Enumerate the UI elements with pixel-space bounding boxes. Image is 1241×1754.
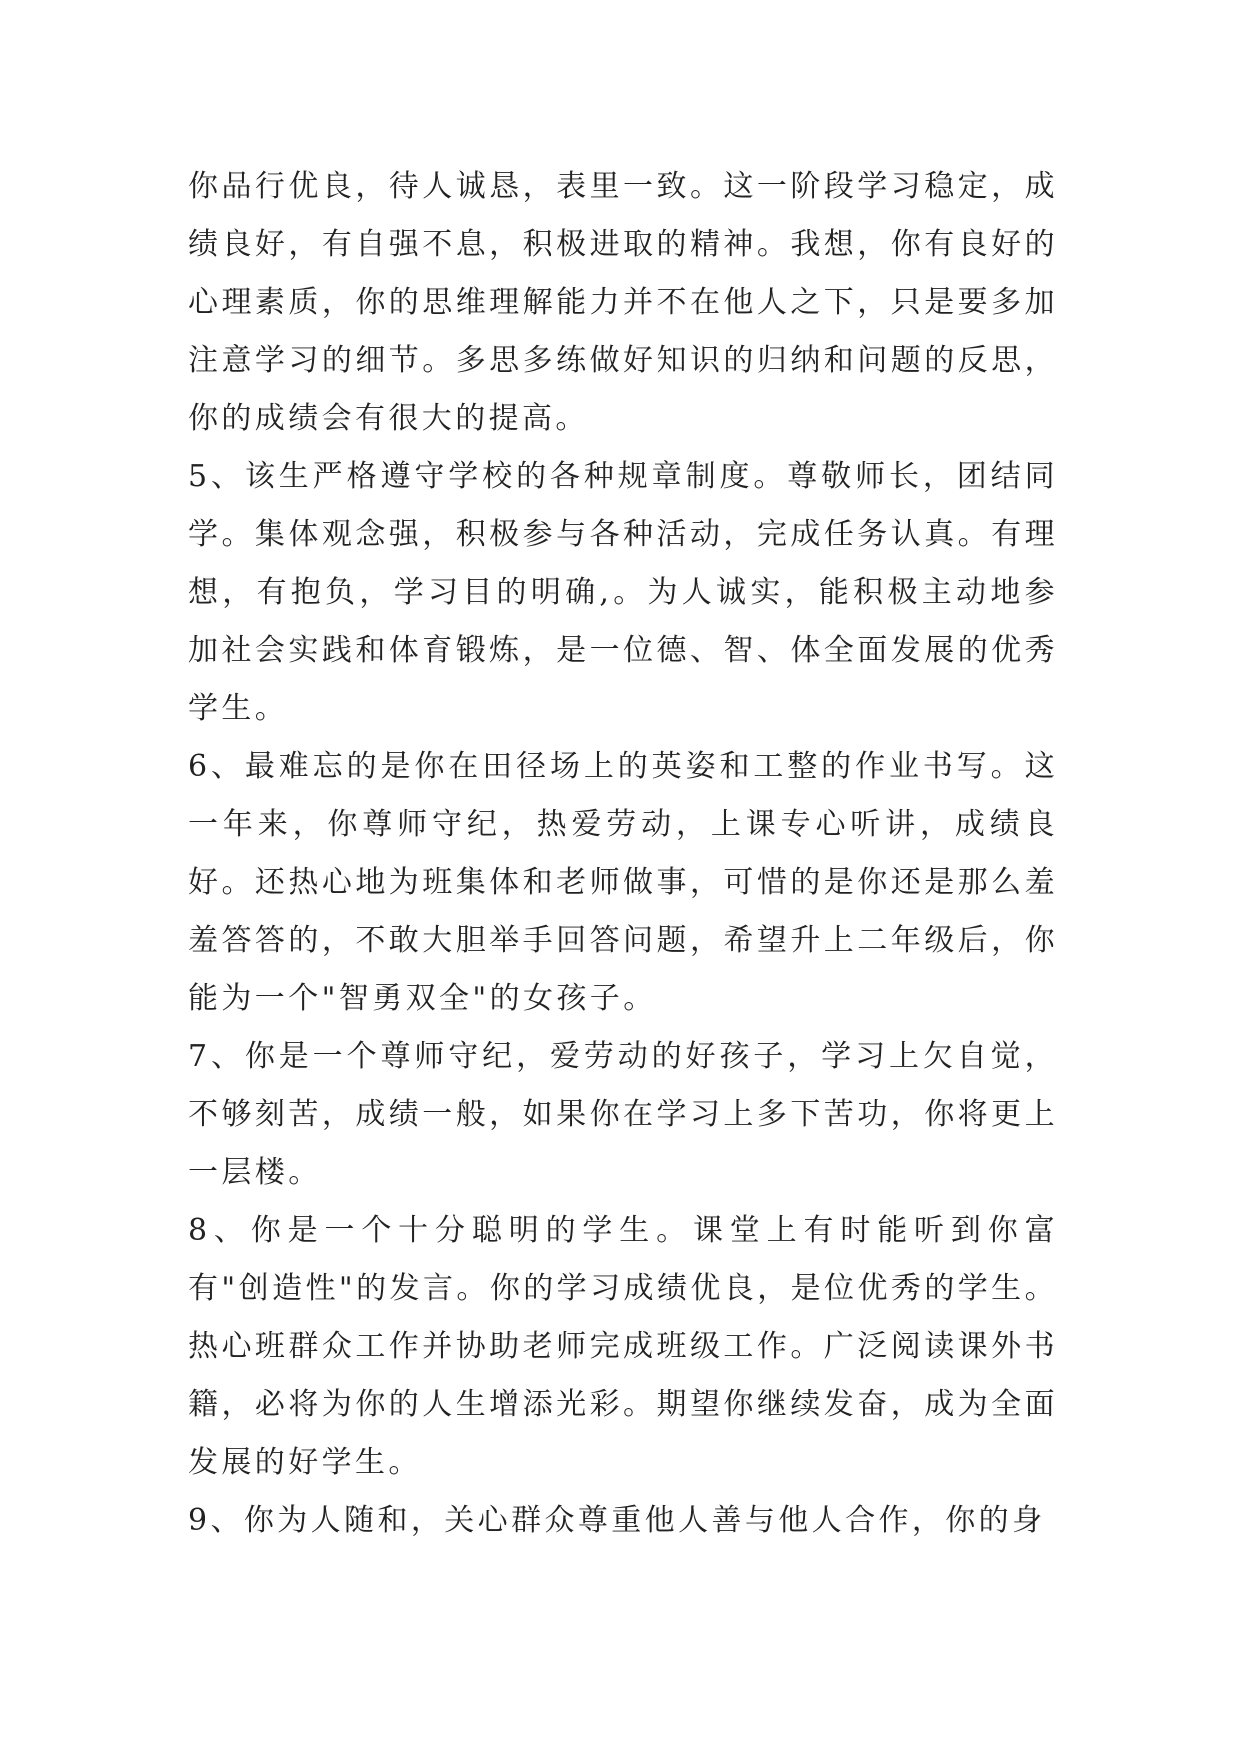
- paragraph-5: 5、该生严格遵守学校的各种规章制度。尊敬师长，团结同学。集体观念强，积极参与各种活动，完成任务认真。有理想，有抱负，学习目的明确,。为人诚实，能积极主动地参加社会实践和体育锻炼，是一位德、智、体全面发展的优秀学生。: [188, 459, 1058, 726]
- paragraph-8: 8、你是一个十分聪明的学生。课堂上有时能听到你富有"创造性"的发言。你的学习成绩优良，是位优秀的学生。热心班群众工作并协助老师完成班级工作。广泛阅读课外书籍，必将为你的人生增添光彩。期望你继续发奋，成为全面发展的好学生。: [188, 1213, 1058, 1480]
- paragraph-9: 9、你为人随和，关心群众尊重他人善与他人合作，你的身: [188, 1503, 1046, 1538]
- paragraph-6: 6、最难忘的是你在田径场上的英姿和工整的作业书写。这一年来，你尊师守纪，热爱劳动，上课专心听讲，成绩良好。还热心地为班集体和老师做事，可惜的是你还是那么羞羞答答的，不敢大胆举手回答问题，希望升上二年级后，你能为一个"智勇双全"的女孩子。: [188, 749, 1058, 1016]
- paragraph-continuation: 你品行优良，待人诚恳，表里一致。这一阶段学习稳定，成绩良好，有自强不息，积极进取的精神。我想，你有良好的心理素质，你的思维理解能力并不在他人之下，只是要多加注意学习的细节。多思多练做好知识的归纳和问题的反思，你的成绩会有很大的提高。: [188, 169, 1058, 436]
- document-body: [188, 158, 1058, 1550]
- paragraph-7: 7、你是一个尊师守纪，爱劳动的好孩子，学习上欠自觉，不够刻苦，成绩一般，如果你在学习上多下苦功，你将更上一层楼。: [188, 1039, 1058, 1190]
